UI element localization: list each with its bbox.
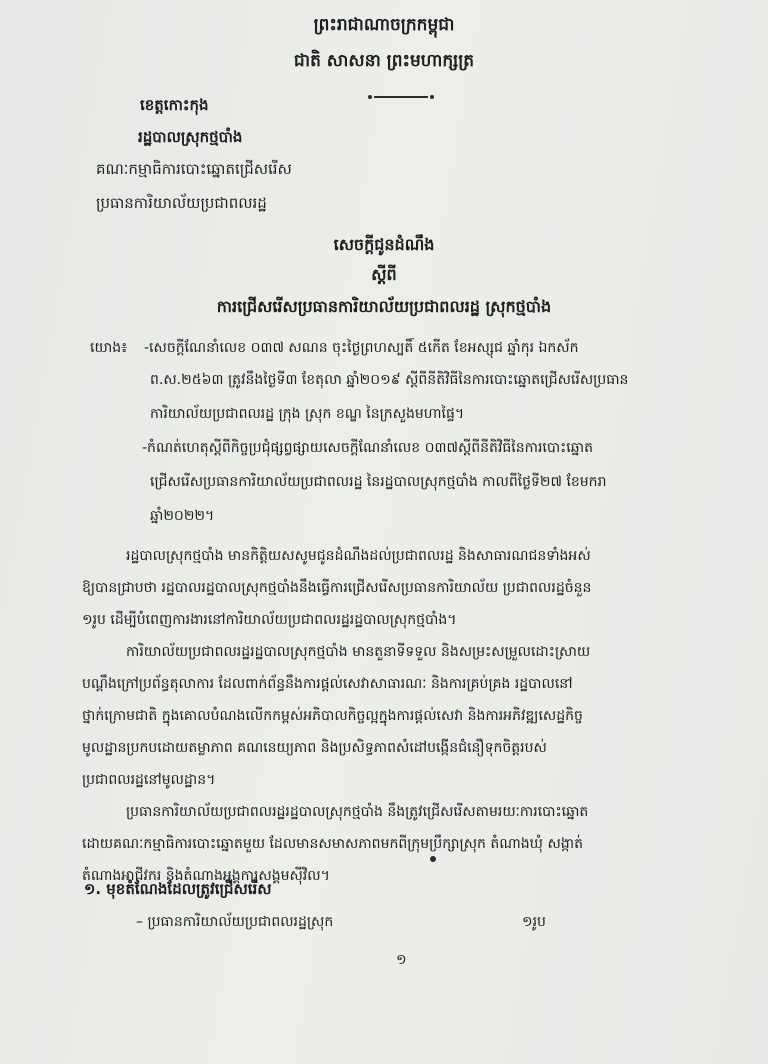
paragraph-2-line-1: ការិយាល័យប្រជាពលរដ្ឋរដ្ឋបាលស្រុកថ្មបាំង មានតួនាទីទទួល និងសម្រះសម្រួលដោះស្រាយ [126,644,591,660]
paragraph-2-line-2: បណ្តឹងក្រៅប្រព័ន្ធតុលាការ ដែលពាក់ព័ន្ធនឹងការផ្តល់សេវាសាធារណៈ និងការគ្រប់គ្រង រដ្ឋបាលនៅ [82,676,573,692]
paragraph-1-line-1: រដ្ឋបាលស្រុកថ្មបាំង មានកិត្តិយសសូមជូនដំណឹងដល់ប្រជាពលរដ្ឋ និងសាធារណជនទាំងអស់ [126,548,591,564]
reference-1-line-3: ការិយាល័យប្រជាពលរដ្ឋ ក្រុង ស្រុក ខណ្ឌ នៃក្រសួងមហាផ្ទៃ។ [150,406,465,422]
paragraph-2-line-4: មូលដ្ឋានប្រកបដោយតម្លាភាព គណនេយ្យភាព និងប្រសិទ្ធភាពសំដៅបង្កើនជំនឿទុកចិត្តរបស់ [82,740,547,756]
notice-title: សេចក្តីជូនដំណឹង [333,235,435,254]
kingdom-heading: ព្រះរាជាណាចក្រកម្ពុជា [313,15,455,35]
notice-about: ស្តីពី [371,265,397,284]
paragraph-2-line-3: ថ្នាក់ក្រោមជាតិ ក្នុងគោលបំណងលើកកម្ពស់អភិបាលកិច្ចល្អក្នុងការផ្តល់សេវា និងការអភិវឌ្ឍសេដ្ឋកិច្ច [82,708,583,724]
committee-subtitle: ប្រធានការិយាល័យប្រជាពលរដ្ឋ [96,194,267,212]
reference-1-line-2: ព.ស.២៥៦៣ ត្រូវនឹងថ្ងៃទី៣ ខែតុលា ឆ្នាំ២០១៩ ស្តីពីនីតិវិធីនៃការបោះឆ្នោតជ្រើសរើសប្រធាន [150,372,629,388]
section-1-item-label: – ប្រធានការិយាល័យប្រជាពលរដ្ឋស្រុក [136,914,334,930]
section-1-heading: ១. មុខតំណែងដែលត្រូវជ្រើសរើស [84,880,272,898]
reference-1-line-1: -សេចក្តីណែនាំលេខ ០៣៧ សណន ចុះថ្ងៃព្រហស្បតិ៍ ៥កើត ខែអស្សុជ ឆ្នាំកុរ ឯកស័ក [144,340,579,356]
reference-label: យោង៖ [90,340,128,356]
district-admin: រដ្ឋបាលស្រុកថ្មបាំង [138,128,243,146]
section-1-item-count: ១រូប [522,914,546,930]
reference-2-line-2: ជ្រើសរើសប្រធានការិយាល័យប្រជាពលរដ្ឋ នៃរដ្ឋបាលស្រុកថ្មបាំង កាលពីថ្ងៃទី២៧ ខែមករា [150,474,607,490]
paragraph-1-line-2: ឱ្យបានជ្រាបថា រដ្ឋបាលរដ្ឋបាលស្រុកថ្មបាំងនឹងធ្វើការជ្រើសរើសប្រធានការិយាល័យ ប្រជាពលរដ្ឋចំនួន [82,580,592,596]
paragraph-1-line-3: ១រូប ដើម្បីបំពេញការងារនៅការិយាល័យប្រជាពលរដ្ឋរដ្ឋបាលស្រុកថ្មបាំង។ [82,612,457,628]
province-name: ខេត្តកោះកុង [140,96,209,114]
page-number: ១ [396,952,407,968]
ink-dot [430,856,436,862]
committee-name: គណៈកម្មាធិការបោះឆ្នោតជ្រើសរើស [96,160,292,178]
paragraph-2-line-5: ប្រជាពលរដ្ឋនៅមូលដ្ឋាន។ [82,772,216,788]
ornament-divider [374,96,428,98]
paragraph-3-line-1: ប្រធានការិយាល័យប្រជាពលរដ្ឋរដ្ឋបាលស្រុកថ្មបាំង នឹងត្រូវជ្រើសរើសតាមរយៈការបោះឆ្នោត [126,804,589,820]
paragraph-3-line-3: តំណាងអាជីវករ និងតំណាងអង្គការសង្គមស៊ីវិល។ [82,868,330,884]
reference-2-line-3: ឆ្នាំ២០២២។ [150,508,215,524]
reference-2-line-1: -កំណត់ហេតុស្តីពីកិច្ចប្រជុំផ្សព្វផ្សាយសេចក្តីណែនាំលេខ ០៣៧ស្តីពីនីតិវិធីនៃការបោះឆ្នោត [142,440,593,456]
paragraph-3-line-2: ដោយគណៈកម្មាធិការបោះឆ្នោតមួយ ដែលមានសមាសភាពមកពីក្រុមប្រឹក្សាស្រុក តំណាងឃុំ សង្កាត់ [82,836,583,852]
notice-subject: ការជ្រើសរើសប្រធានការិយាល័យប្រជាពលរដ្ឋ ស្រុកថ្មបាំង [216,297,552,316]
national-motto: ជាតិ សាសនា ព្រះមហាក្សត្រ [293,51,475,71]
